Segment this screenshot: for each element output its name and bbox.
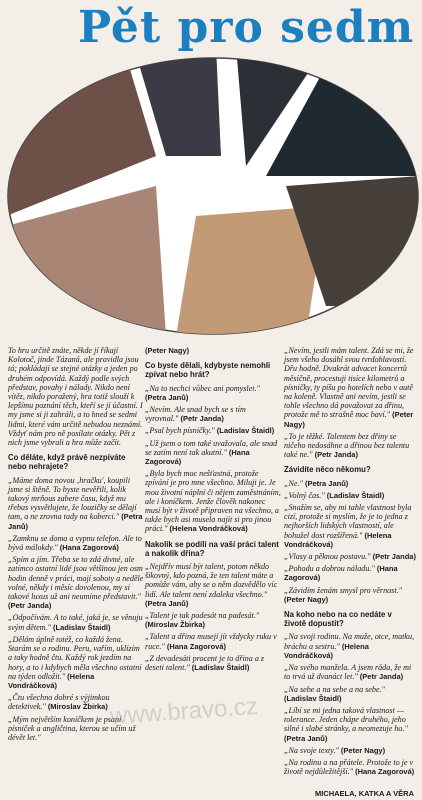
answer-text: „Vlasy a pěknou postavu." — [284, 552, 371, 562]
answer-author: (Helena Vondráčková) — [284, 641, 369, 660]
answer-text: „Psal bych písničky." — [145, 426, 215, 436]
answer-text: „Na rodinu a na přátele. Protože to je v životě nejdůležitější." — [284, 757, 414, 777]
answer-author: (Ladislav Štaidl) — [52, 622, 111, 632]
answer-author: (Peter Nagy) — [284, 410, 414, 429]
answer-author: (Peter Nagy) — [340, 745, 386, 755]
answer-author: (Hana Zagorová) — [355, 767, 415, 777]
answer-text: „Nejdřív musí být talent, potom někdo šikovný, kdo pozná, že ten talent máte a pomůže vám, aby se o něm dozvědělo víc lidí. Ale talent není zdaleka všechno." — [145, 562, 278, 599]
answer-text: „Čtu všechno dobré s výjimkou detektivek." — [8, 693, 110, 712]
question-2: Co byste dělali, kdybyste nemohli zpívat nebo hrát? — [145, 361, 271, 380]
answer-author: (Petr Janda) — [180, 414, 224, 424]
question-5: Na koho nebo na co nedáte v životě dopustit? — [284, 610, 392, 629]
answer-author: (Peter Nagy) — [284, 594, 329, 604]
answer-author: (Petr Janda) — [8, 601, 52, 611]
answer-author: (Petra Janů) — [284, 733, 328, 743]
answer-author: (Hana Zagorová) — [284, 564, 398, 583]
answer-author: (Helena Vondráčková) — [169, 524, 248, 534]
answer-text: „Zamknu se doma a vypnu telefon. Ale to bývá málokdy." — [8, 533, 142, 553]
answer-text: „Spím a jím. Třeba se to zdá divné, ale zatímco ostatní lidé jsou většinou jen osm hodin denně v práci, mají soboty a neděle volné, někdy i měsíc dovolenou, my si takové luxus už ani neumíme představit." — [8, 555, 144, 602]
answer-author: (Peter Nagy) — [145, 346, 190, 355]
answer-text: „To je těžké. Talentem bez dřiny se ničeho nedosáhne a dřinou bez talentu také ne." — [284, 431, 410, 460]
intro-text: To hru určitě znáte, někde jí říkají Kolotoč, jinde Tázaná, ale pravidla jsou tá; pokládají se stejné otázky a jeden po druhém odpovídá. Každý podle svých představ, povahy i nálady. Nikdo není vítěz, nikdo poražený, hra totiž slouží k lepšímu poznání těch, kteří se jí účastní. I my jsme si ji zahráli, a to hned se sedmi lidmi, které vám určitě nebudou neznámí. Vždyť nám pro ně posílate otázky. Pět z nich jsme vybrali a hra může začít. — [8, 346, 143, 448]
answer-text: „Mým největším koníčkem je psaní písniček a angličtina, kterou se učím už dévět let." — [8, 714, 136, 742]
page-title: Pět pro sedm — [78, 2, 415, 53]
answer-text: „Z devadesáti procent je to dřina a z deseti talent." — [145, 653, 265, 673]
answer-author: (Petr Janda) — [359, 672, 404, 682]
watermark: www.bravo.cz — [109, 692, 259, 731]
answer-author: (Petr Janda) — [372, 552, 416, 562]
answer-text: „Už jsem o tom také uvažovala, ale snad se zatím není tak akutní." — [145, 438, 278, 457]
answer-author: (Ladislav Štaidl) — [326, 490, 385, 500]
answer-text: „Nevím, jestli mám talent. Zdá se mi, že jsem všeho dosáhl svou tvrdohlavostí. Dřu hodně. Dvakrát advacet koncertů měsíčně, procestuji tisíce kilometrů a písničky, ty píšu po hotelích nebo v autě na koleně. Vlastně ani nevím, jestli se tohle všechno dá považovat za dřinu, protože mě to strašně moc baví." — [284, 346, 414, 420]
answer-author: (Ladislav Štaidl) — [216, 426, 275, 436]
question-1: Co děláte, když právě nezpíváte nebo nehrajete? — [8, 453, 126, 472]
answer-author: (Petr Janda) — [314, 450, 358, 460]
answer-text: „Na svoji rodinu. Na muže, otce, matku, bráchu a sestru." — [284, 632, 415, 651]
answer-author: (Hana Zagorová) — [59, 543, 119, 553]
question-4: Závidíte něco někomu? — [284, 465, 371, 475]
answer-author: (Helena Vondráčková) — [284, 530, 392, 549]
answer-author: (Helena Vondráčková) — [8, 671, 95, 690]
answer-author: (Petra Janů) — [8, 512, 143, 531]
answer-text: „Na svoje texty." — [284, 745, 339, 755]
answer-author: (Ladislav Štaidl) — [191, 663, 250, 673]
photo-caption: MICHAELA, KATKA A VĚRA — [314, 789, 414, 798]
answer-text: „Volný čas." — [284, 490, 325, 500]
answer-author: (Miroslav Žbirka) — [47, 702, 108, 712]
answer-text: „Na to nechci vůbec ani pomyslet." — [145, 383, 260, 393]
answer-author: (Miroslav Žbirka) — [145, 620, 206, 630]
answer-text: „Líbí se mi jedna taková vlastnost — tolerance. Jeden chápe druhého, jeho silné i slabé stránky, a neomezuje ho." — [284, 705, 408, 734]
answer-text: „Pohodu a dobrou náladu." — [284, 564, 375, 574]
answer-author: (Hana Zagorová) — [145, 447, 250, 467]
answer-text: „Talent a dřina musejí jít vždycky ruku v ruce." — [145, 632, 277, 651]
answer-text: „Na svého manžela. A jsem ráda, že mi to trvá už dvanáct let." — [284, 663, 412, 682]
answer-text: „Závidím ženám smysl pro věrnost." — [284, 585, 402, 595]
answer-text: „Odpočívám. A to také, jaká je, se věnuju svým dětem." — [8, 613, 143, 632]
answer-text: „Byla bych moc nešťastná, protože zpívání je pro mne všechno. Miluji je. Je mou životní náplní či nějem zaměstnáním, ale i koníčkem. Jenže člověk nakonec musí být v životě připraven na všechno, a takže bych asi musela najít si pro jinou práci." — [145, 469, 281, 534]
answer-text: „Ne." — [284, 478, 303, 488]
answer-text: „Máme doma novou ‚hračku', koupili jsme si štěně. To byste nevěřili, kolik takový mrňous zabere času, když mu třebas vysvětlujete, že louzičky se dělají tam, a ne zrovna tady na koberci." — [8, 475, 137, 522]
photo-collage — [6, 46, 420, 336]
answer-text: „Dělám úplně totéž, co každá žena. Starám se o rodinu. Peru, vařím, uklízím a taky hodně čtu. Každý rok jezdím na hory, a to i kdybych měla všechno ostatní na týden odložit." — [8, 634, 142, 681]
answer-text: „Na sebe a na sebe a na sebe." — [284, 684, 385, 694]
answer-author: (Petra Janů) — [304, 478, 349, 488]
answer-author: (Petra Janů) — [145, 598, 189, 608]
answer-text: „Snažím se, aby mi tahle vlastnost byla cizí, protože si myslím, že je to jedna z nejhorších lidských vlastností, ale bohužel dost rozšířená." — [284, 503, 412, 540]
answer-text: „Talent je tak padesát na padesát." — [145, 611, 260, 621]
answer-author: (Hana Zagorová) — [166, 641, 227, 651]
answer-text: „Nevím. Ale snad bych se s tím vyrovnal." — [145, 405, 246, 424]
answer-author: (Petra Janů) — [145, 392, 189, 402]
answer-author: (Ladislav Štaidl) — [284, 693, 342, 703]
question-3: Nakolik se podílí na vaší práci talent a nakolik dřina? — [145, 539, 279, 558]
